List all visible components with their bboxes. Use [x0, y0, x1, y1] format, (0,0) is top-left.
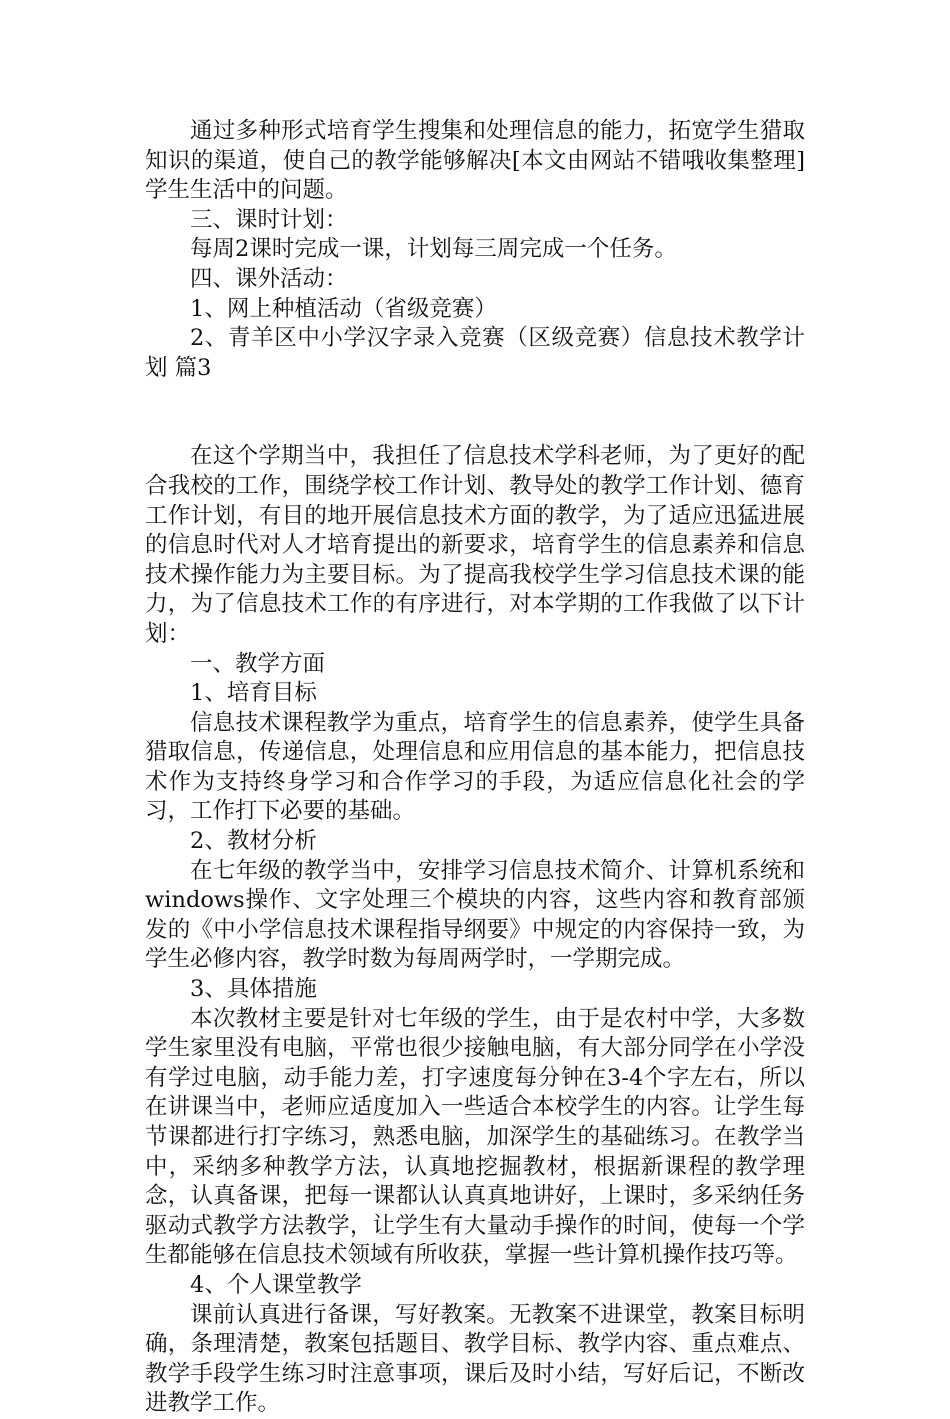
paragraph-training-goals: 信息技术课程教学为重点，培育学生的信息素养，使学生具备猎取信息，传递信息，处理信息和应用信息的基本能力，把信息技术作为支持终身学习和合作学习的手段，为适应信息化社会的学习，工作打下必要的基础。: [145, 709, 805, 825]
heading-training-goals: 1、培育目标: [190, 680, 317, 707]
heading-extracurricular: 四、课外活动：: [190, 265, 348, 292]
paragraph-skills-goal: 通过多种形式培育学生搜集和处理信息的能力，拓宽学生猎取知识的渠道，使自己的教学能够解决[本文由网站不错哦收集整理]学生生活中的问题。: [145, 118, 805, 204]
section-gap: [145, 383, 805, 442]
paragraph-class-hours: 每周2课时完成一课，计划每三周完成一个任务。: [190, 236, 677, 263]
list-item-planting-activity: 1、网上种植活动（省级竞赛）: [190, 295, 497, 322]
heading-class-hours: 三、课时计划：: [190, 206, 348, 233]
section-plan-part-3: [145, 442, 805, 1419]
paragraph-intro: 在这个学期当中，我担任了信息技术学科老师，为了更好的配合我校的工作，围绕学校工作计划、教导处的教学工作计划、德育工作计划，有目的地开展信息技术方面的教学，为了适应迅猛进展的信息时代对人才培育提出的新要求，培育学生的信息素养和信息技术操作能力为主要目标。为了提高我校学生学习信息技术课的能力，为了信息技术工作的有序进行，对本学期的工作我做了以下计划：: [145, 443, 805, 647]
heading-measures: 3、具体措施: [190, 976, 317, 1003]
paragraph-textbook-analysis: 在七年级的教学当中，安排学习信息技术简介、计算机系统和windows操作、文字处理三个模块的内容，这些内容和教育部颁发的《中小学信息技术课程指导纲要》中规定的内容保持一致，为学生必修内容，教学时数为每周两学时，一学期完成。: [145, 857, 805, 973]
heading-teaching: 一、教学方面: [190, 650, 326, 677]
section-plan-part-2: [145, 117, 805, 383]
heading-textbook-analysis: 2、教材分析: [190, 828, 317, 855]
list-item-typing-contest: 2、青羊区中小学汉字录入竞赛（区级竞赛）信息技术教学计划 篇3: [145, 325, 805, 381]
paragraph-classroom-teaching: 课前认真进行备课，写好教案。无教案不进课堂，教案目标明确，条理清楚，教案包括题目、教学目标、教学内容、重点难点、教学手段学生练习时注意事项，课后及时小结，写好后记，不断改进教学工作。: [145, 1301, 805, 1417]
document-page: [145, 117, 805, 1419]
paragraph-measures: 本次教材主要是针对七年级的学生，由于是农村中学，大多数学生家里没有电脑，平常也很少接触电脑，有大部分同学在小学没有学过电脑，动手能力差，打字速度每分钟在3-4个字左右，所以在讲课当中，老师应适度加入一些适合本校学生的内容。让学生每节课都进行打字练习，熟悉电脑，加深学生的基础练习。在教学当中，采纳多种教学方法，认真地挖掘教材，根据新课程的教学理念，认真备课，把每一课都认认真真地讲好，上课时，多采纳任务驱动式教学方法教学，让学生有大量动手操作的时间，使每一个学生都能够在信息技术领域有所收获，掌握一些计算机操作技巧等。: [145, 1005, 805, 1269]
heading-classroom-teaching: 4、个人课堂教学: [190, 1271, 362, 1298]
